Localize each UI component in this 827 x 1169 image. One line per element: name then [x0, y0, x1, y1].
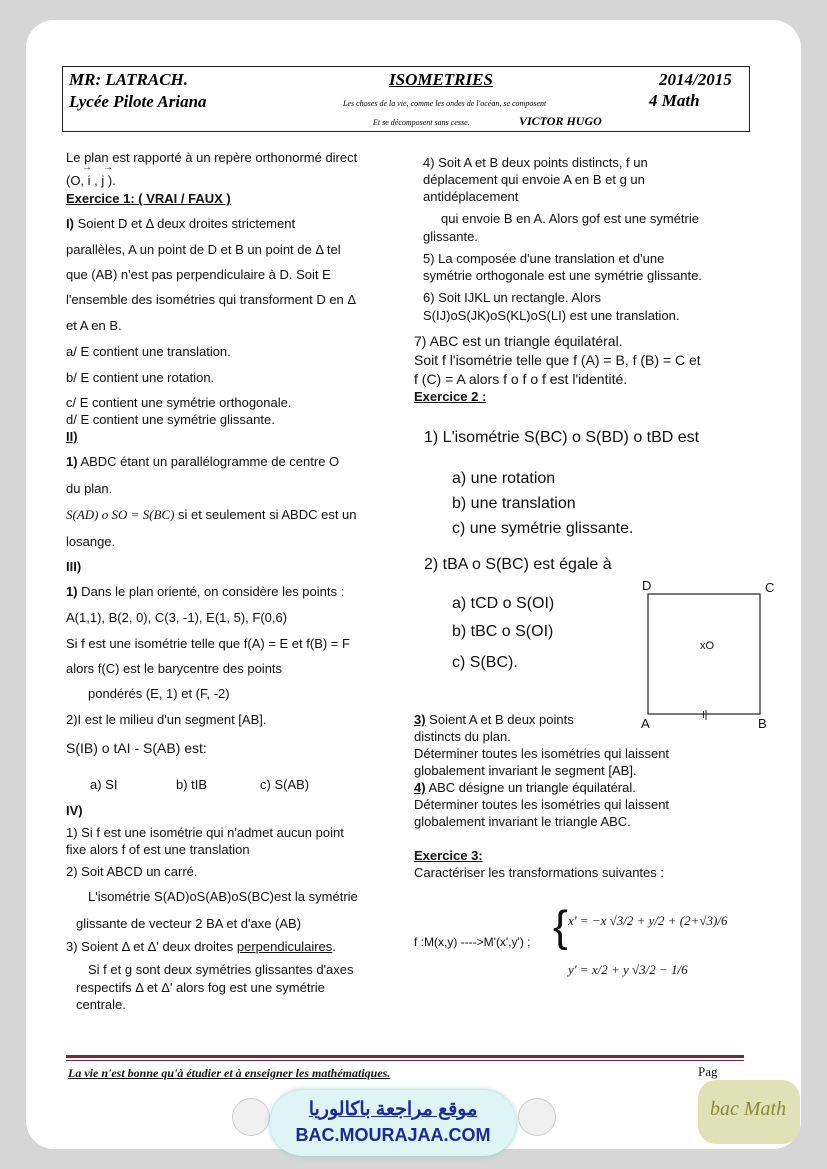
part-II-text-1: ABDC étant un parallélogramme de centre O — [77, 454, 340, 469]
part-IV-label: IV) — [66, 803, 83, 818]
part-IV-1-line-1: 1) Si f est une isométrie qui n'admet aucun point — [66, 825, 344, 840]
site-logo-left-icon — [232, 1098, 270, 1136]
part-II-text-3: si et seulement si ABDC est un — [174, 507, 357, 522]
system-brace: { — [553, 902, 568, 951]
part-III-line-1 — [66, 584, 344, 599]
part-IV-2-line-2: glissante de vecteur 2 BA et d'axe (AB) — [76, 916, 302, 931]
banner-url: BAC.MOURAJAA.COM — [295, 1125, 491, 1145]
part-III-2-expression: S(IB) o tAI - S(AB) est: — [66, 740, 207, 756]
question-3-line-3: Déterminer toutes les isométries qui laissent — [414, 746, 670, 761]
part-I-line-2: parallèles, A un point de D et B un point de Δ tel — [66, 242, 341, 257]
question-4-line-3: globalement invariant le triangle ABC. — [414, 814, 631, 829]
part-IV-3-line-4: centrale. — [76, 997, 126, 1012]
item-4-line-2: déplacement qui envoie A en B et g un — [423, 172, 645, 187]
exercise-3-title: Exercice 3: — [414, 848, 483, 863]
item-7-line-3: f (C) = A alors f o f o f est l'identité. — [414, 371, 628, 387]
part-I-text-1: Soient D et Δ deux droites strictement — [77, 216, 296, 231]
exercise-3-intro: Caractériser les transformations suivantes : — [414, 865, 664, 880]
square-label-I: I — [702, 710, 705, 721]
question-2-a: a) tCD o S(OI) — [452, 595, 555, 612]
quote-line-2: Et se décomposent sans cesse. — [373, 118, 470, 127]
footer-rule — [66, 1055, 744, 1058]
part-II-line-1 — [66, 454, 339, 469]
question-3-line-1 — [414, 712, 574, 727]
page-number: Pag — [698, 1064, 718, 1079]
footer-rule-thin — [66, 1060, 744, 1061]
part-III-2-option-a: a) SI — [90, 777, 118, 792]
intro-line-2: (O, i , j ). — [66, 173, 116, 188]
part-III-2-option-b: b) tIB — [176, 777, 208, 792]
exercise-3-mapping: f :M(x,y) ---->M'(x',y') ; — [414, 935, 531, 949]
question-4-num: 4) — [414, 780, 426, 795]
item-4-line-4: qui envoie B en A. Alors gof est une symétrie — [441, 211, 699, 226]
part-III-label: III) — [66, 559, 82, 574]
footer-motto: La vie n'est bonne qu'à étudier et à enseigner les mathématiques. — [68, 1066, 391, 1080]
teacher-name: MR: LATRACH. — [69, 70, 189, 89]
part-III-line-4: alors f(C) est le barycentre des points — [66, 661, 283, 676]
bac-math-text: bac Math — [710, 1098, 787, 1120]
part-I-line-5: et A en B. — [66, 318, 122, 333]
square-label-C: C — [765, 580, 775, 595]
document-title: ISOMETRIES — [389, 70, 493, 89]
item-4-line-1: 4) Soit A et B deux points distincts, f un — [423, 155, 648, 170]
question-3-line-2: distincts du plan. — [414, 729, 511, 744]
site-logo-right-icon — [518, 1098, 556, 1136]
banner-arabic: موقع مراجعة باكالوريا — [308, 1099, 478, 1120]
question-4-text-1: ABC désigne un triangle équilatéral. — [425, 780, 636, 795]
question-1-a: a) une rotation — [452, 470, 556, 487]
item-6-line-2: S(IJ)oS(JK)oS(KL)oS(LI) est une translation. — [423, 308, 680, 323]
exercise-3-equation-1: x' = −x √3/2 + y/2 + (2+√3)/6 — [568, 913, 728, 928]
square-label-B: B — [758, 716, 767, 731]
option-b: b/ E contient une rotation. — [66, 370, 215, 385]
question-4-line-1 — [414, 780, 636, 795]
square-diagram — [636, 576, 776, 728]
part-II-label: II) — [66, 429, 78, 444]
question-1: 1) L'isométrie S(BC) o S(BD) o tBD est — [424, 429, 700, 446]
part-II-num: 1) — [66, 454, 78, 469]
question-1-c: c) une symétrie glissante. — [452, 520, 634, 537]
quote-line-1: Les choses de la vie, comme les ondes de l'océan, se composent — [343, 99, 547, 108]
question-4-line-2: Déterminer toutes les isométries qui laissent — [414, 797, 670, 812]
part-III-2: 2)I est le milieu d'un segment [AB]. — [66, 712, 267, 727]
bac-math-logo — [698, 1080, 800, 1144]
site-banner[interactable] — [270, 1090, 516, 1156]
question-2: 2) tBA o S(BC) est égale à — [424, 556, 612, 573]
part-III-line-2: A(1,1), B(2, 0), C(3, -1), E(1, 5), F(0,6) — [66, 610, 288, 625]
part-III-2-option-c: c) S(AB) — [260, 777, 310, 792]
question-3-num: 3) — [414, 712, 426, 727]
item-4-line-5: glissante. — [423, 229, 478, 244]
square-label-O: xO — [700, 640, 715, 652]
square-shape — [648, 594, 760, 714]
class-name: 4 Math — [649, 91, 700, 110]
part-IV-3-perp: perpendiculaires — [236, 939, 333, 954]
part-II-formula: S(AD) o SO = S(BC) — [66, 507, 175, 522]
item-4-line-3: antidéplacement — [423, 189, 519, 204]
item-7-line-1: 7) ABC est un triangle équilatéral. — [414, 333, 623, 349]
question-3-text-1: Soient A et B deux points — [425, 712, 574, 727]
quote-author: VICTOR HUGO — [519, 114, 602, 128]
part-IV-2: 2) Soit ABCD un carré. — [66, 864, 198, 879]
exercise-2-title: Exercice 2 : — [414, 389, 487, 404]
part-IV-1-line-2: fixe alors f of est une translation — [66, 842, 250, 857]
option-a: a/ E contient une translation. — [66, 344, 231, 359]
part-III-text-1: Dans le plan orienté, on considère les points : — [77, 584, 345, 599]
part-I-line-3: que (AB) n'est pas perpendiculaire à D. Soit E — [66, 267, 331, 282]
part-IV-3-line-1: 3) Soient Δ et Δ' deux droites perpendiculaires. — [66, 939, 336, 954]
part-II-line-3 — [66, 507, 357, 523]
part-III-line-5: pondérés (E, 1) et (F, -2) — [88, 686, 230, 701]
part-IV-3-line-3: respectifs Δ et Δ' alors fog est une symétrie — [76, 980, 325, 995]
school-name: Lycée Pilote Ariana — [69, 92, 207, 111]
exercise-1-title: Exercice 1: ( VRAI / FAUX ) — [66, 191, 231, 206]
question-2-c: c) S(BC). — [452, 654, 518, 671]
part-IV-3-text: 3) Soient Δ et Δ' deux droites — [66, 939, 237, 954]
option-d: d/ E contient une symétrie glissante. — [66, 412, 275, 427]
question-2-b: b) tBC o S(OI) — [452, 623, 554, 640]
exercise-3-equation-2: y' = x/2 + y √3/2 − 1/6 — [568, 962, 688, 977]
item-6-line-1: 6) Soit IJKL un rectangle. Alors — [423, 290, 602, 305]
item-5-line-2: symétrie orthogonale est une symétrie glissante. — [423, 268, 702, 283]
option-c: c/ E contient une symétrie orthogonale. — [66, 395, 292, 410]
vector-arrows-icon: → → — [82, 162, 114, 173]
item-5-line-1: 5) La composée d'une translation et d'une — [423, 251, 665, 266]
question-1-b: b) une translation — [452, 495, 576, 512]
part-II-line-4: losange. — [66, 534, 116, 549]
square-label-D: D — [642, 578, 652, 593]
part-III-num: 1) — [66, 584, 78, 599]
square-label-A: A — [641, 716, 650, 731]
part-I-line-1 — [66, 216, 295, 231]
intro-line-1: Le plan est rapporté à un repère orthonormé direct — [66, 150, 358, 165]
item-7-line-2: Soit f l'isométrie telle que f (A) = B, f (B) = C et — [414, 352, 701, 368]
question-3-line-4: globalement invariant le segment [AB]. — [414, 763, 637, 778]
part-IV-2-line-1: L'isométrie S(AD)oS(AB)oS(BC)est la symétrie — [88, 889, 358, 904]
part-I-label: I) — [66, 216, 74, 231]
part-III-line-3: Si f est une isométrie telle que f(A) = E et f(B) = F — [66, 636, 350, 651]
part-IV-3-line-2: Si f et g sont deux symétries glissantes d'axes — [88, 962, 354, 977]
part-II-line-2: du plan. — [66, 481, 113, 496]
part-I-line-4: l'ensemble des isométries qui transforment D en Δ — [66, 292, 357, 307]
header-box — [62, 66, 750, 132]
school-year: 2014/2015 — [659, 70, 732, 89]
